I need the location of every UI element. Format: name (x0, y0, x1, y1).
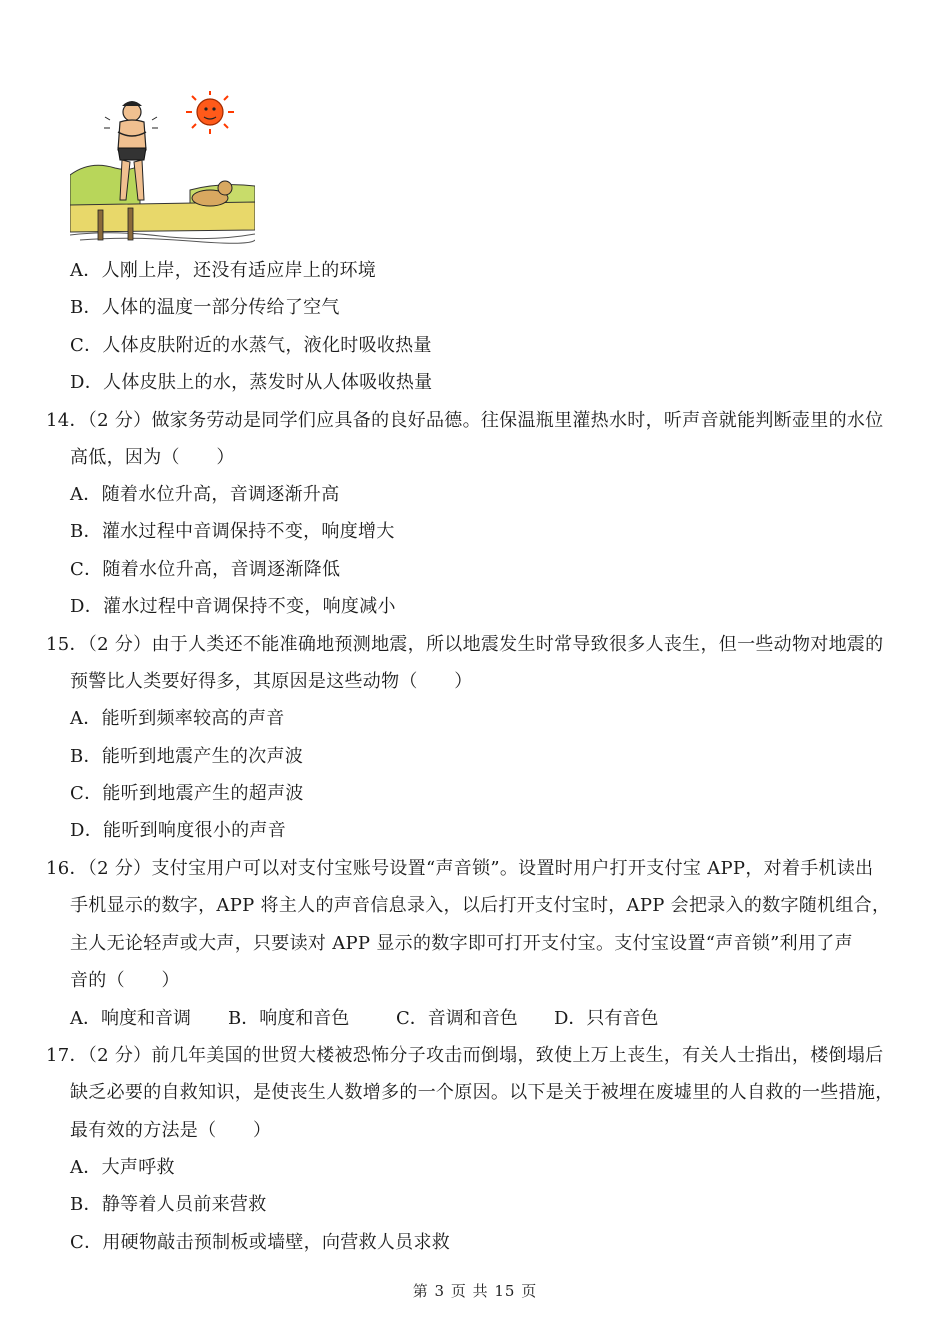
q17-stem-line3: 最有效的方法是（ ） (70, 1120, 272, 1141)
q15-option-b: B．能听到地震产生的次声波 (70, 746, 304, 767)
q15-stem-line1: 15．（2 分）由于人类还不能准确地预测地震，所以地震发生时常导致很多人丧生，但一些动物对地震的 (46, 634, 884, 655)
q14-option-d: D．灌水过程中音调保持不变，响度减小 (70, 596, 396, 617)
q16-stem-line1: 16．（2 分）支付宝用户可以对支付宝账号设置“声音锁”。设置时用户打开支付宝 APP，对着手机读出 (46, 858, 874, 879)
q13-option-a: A．人刚上岸，还没有适应岸上的环境 (70, 260, 377, 281)
shivering-man-illustration (70, 90, 255, 245)
q15-stem-line2: 预警比人类要好得多，其原因是这些动物（ ） (70, 671, 473, 692)
q14-option-c: C．随着水位升高，音调逐渐降低 (70, 559, 341, 580)
q14-stem-line1: 14．（2 分）做家务劳动是同学们应具备的良好品德。往保温瓶里灌热水时，听声音就能判断壶里的水位 (46, 410, 884, 431)
q15-option-a: A．能听到频率较高的声音 (70, 708, 285, 729)
q16-stem-line3: 主人无论轻声或大声，只要读对 APP 显示的数字即可打开支付宝。支付宝设置“声音锁”利用了声 (70, 933, 853, 954)
q16-option-b: B．响度和音色 (228, 1008, 350, 1029)
q17-stem-line1: 17．（2 分）前几年美国的世贸大楼被恐怖分子攻击而倒塌，致使上万上丧生，有关人士指出，楼倒塌后 (46, 1045, 884, 1066)
q14-option-a: A．随着水位升高，音调逐渐升高 (70, 484, 340, 505)
q17-stem-line2: 缺乏必要的自救知识，是使丧生人数增多的一个原因。以下是关于被埋在废墟里的人自救的一些措施， (70, 1082, 894, 1103)
q16-stem-line2: 手机显示的数字，APP 将主人的声音信息录入，以后打开支付宝时，APP 会把录入的数字随机组合， (70, 895, 891, 916)
q14-stem-line2: 高低，因为（ ） (70, 447, 235, 468)
q16-option-a: A．响度和音调 (70, 1008, 191, 1029)
q16-option-c: C．音调和音色 (396, 1008, 518, 1029)
q15-option-c: C．能听到地震产生的超声波 (70, 783, 304, 804)
q17-option-c: C．用硬物敲击预制板或墙壁，向营救人员求救 (70, 1232, 451, 1253)
q14-option-b: B．灌水过程中音调保持不变，响度增大 (70, 521, 395, 542)
q13-option-d: D．人体皮肤上的水，蒸发时从人体吸收热量 (70, 372, 433, 393)
q17-option-b: B．静等着人员前来营救 (70, 1194, 267, 1215)
q13-option-b: B．人体的温度一部分传给了空气 (70, 297, 340, 318)
q15-option-d: D．能听到响度很小的声音 (70, 820, 287, 841)
q17-option-a: A．大声呼救 (70, 1157, 175, 1178)
q13-option-c: C．人体皮肤附近的水蒸气，液化时吸收热量 (70, 335, 432, 356)
q16-stem-line4: 音的（ ） (70, 970, 180, 991)
q16-option-d: D．只有音色 (554, 1008, 659, 1029)
page-footer: 第 3 页 共 15 页 (412, 1282, 538, 1300)
